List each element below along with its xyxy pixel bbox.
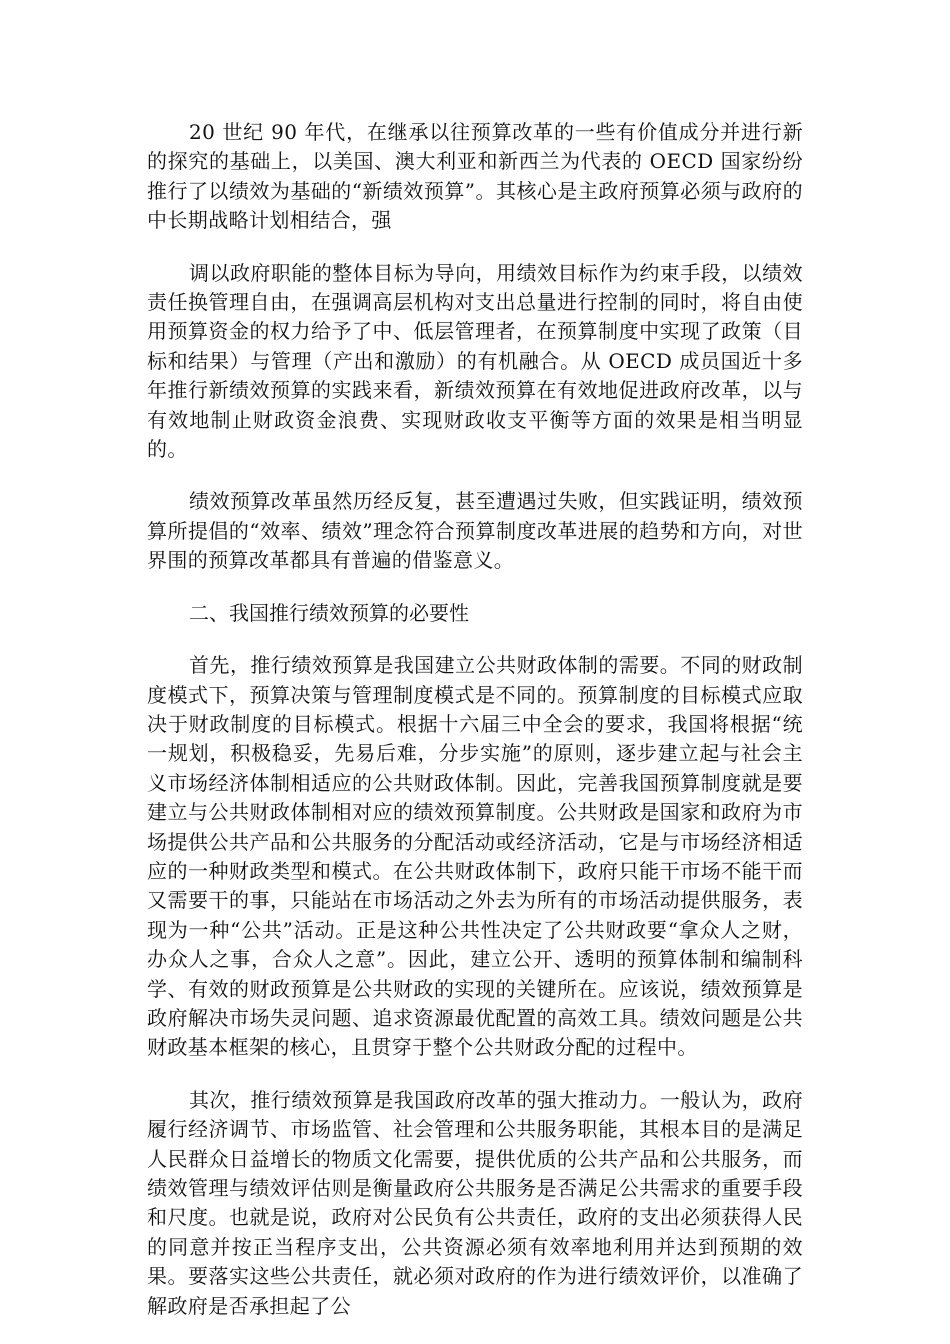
section-heading: 二、我国推行绩效预算的必要性: [189, 600, 469, 625]
paragraph-practice-proof: 绩效预算改革虽然历经反复，甚至遭遇过失败，但实践证明，绩效预算所提倡的“效率、绩效”理念符合预算制度改革进展的趋势和方向，对世界围的预算改革都具有普遍的借鉴意义。: [147, 489, 803, 573]
paragraph-intro: 20 世纪 90 年代，在继承以往预算改革的一些有价值成分并进行新的探究的基础上，以美国、澳大利亚和新西兰为代表的 OECD 国家纷纷推行了以绩效为基础的“新绩效预算”。其核心是主政府预算必须与政府的中长期战略计划相结合，强: [147, 120, 803, 233]
document-page: [147, 118, 803, 1321]
paragraph-new-performance-budget: 调以政府职能的整体目标为导向，用绩效目标作为约束手段，以绩效责任换管理自由，在强调高层机构对支出总量进行控制的同时，将自由使用预算资金的权力给予了中、低层管理者，在预算制度中实现了政策（目标和结果）与管理（产出和激励）的有机融合。从 OECD 成员国近十多年推行新绩效预算的实践来看，新绩效预算在有效地促进政府改革，以与有效地制止财政资金浪费、实现财政收支平衡等方面的效果是相当明显的。: [147, 260, 803, 462]
paragraph-government-reform: 其次，推行绩效预算是我国政府改革的强大推动力。一般认为，政府履行经济调节、市场监管、社会管理和公共服务职能，其根本目的是满足人民群众日益增长的物质文化需要，提供优质的公共产品和公共服务，而绩效管理与绩效评估则是衡量政府公共服务是否满足公共需求的重要手段和尺度。也就是说，政府对公民负有公共责任，政府的支出必须获得人民的同意并按正当程序支出，公共资源必须有效率地利用并达到预期的效果。要落实这些公共责任，就必须对政府的作为进行绩效评价，以准确了解政府是否承担起了公: [147, 1087, 803, 1318]
paragraph-public-finance: 首先，推行绩效预算是我国建立公共财政体制的需要。不同的财政制度模式下，预算决策与管理制度模式是不同的。预算制度的目标模式应取决于财政制度的目标模式。根据十六届三中全会的要求，我国将根据“统一规划，积极稳妥，先易后难，分步实施”的原则，逐步建立起与社会主义市场经济体制相适应的公共财政体制。因此，完善我国预算制度就是要建立与公共财政体制相对应的绩效预算制度。公共财政是国家和政府为市场提供公共产品和公共服务的分配活动或经济活动，它是与市场经济相适应的一种财政类型和模式。在公共财政体制下，政府只能干市场不能干而又需要干的事，只能站在市场活动之外去为所有的市场活动提供服务，表现为一种“公共”活动。正是这种公共性决定了公共财政要“拿众人之财，办众人之事，合众人之意”。因此，建立公开、透明的预算体制和编制科学、有效的财政预算是公共财政的实现的关键所在。应该说，绩效预算是政府解决市场失灵问题、追求资源最优配置的高效工具。绩效问题是公共财政基本框架的核心，且贯穿于整个公共财政分配的过程中。: [147, 653, 803, 1060]
